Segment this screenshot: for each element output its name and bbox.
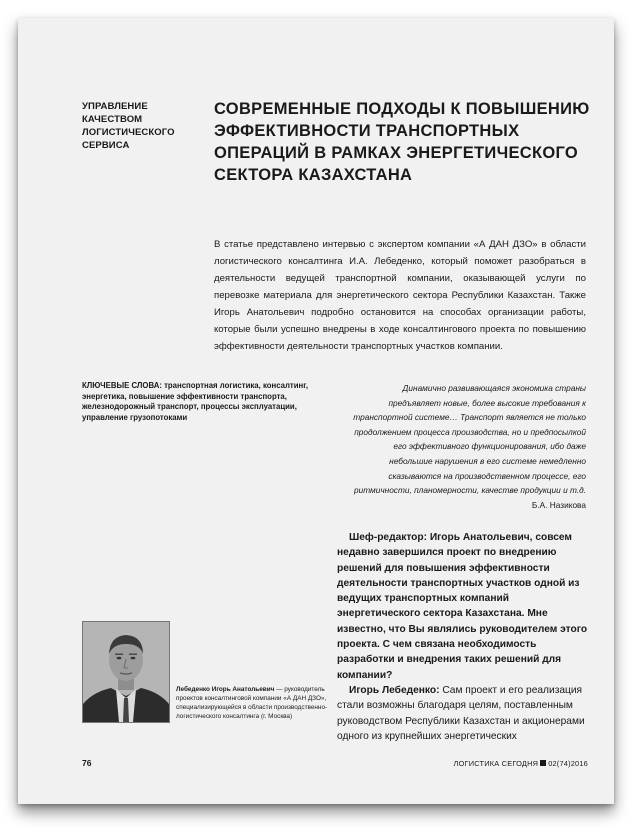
- epigraph-text: Динамично развивающаяся экономика страны предъявляет новые, более высокие требования к транспортной системе… Транспорт является не только продолжением процесса производства, но и предпосылкой его эффективного функционирования, ибо даже небольшие нарушения в его системе немедленно сказываются на производственном процессе, его ритмичности, планомерности, качестве продукции и т.д.: [353, 383, 586, 496]
- article-title: СОВРЕМЕННЫЕ ПОДХОДЫ К ПОВЫШЕНИЮ ЭФФЕКТИВНОСТИ ТРАНСПОРТНЫХ ОПЕРАЦИЙ В РАМКАХ ЭНЕРГЕТИЧЕСКОГО СЕКТОРА КАЗАХСТАНА: [214, 100, 590, 184]
- photo-caption: [176, 685, 328, 721]
- article-abstract: В статье представлено интервью с экспертом компании «А ДАН ДЗО» в области логистического консалтинга И.А. Лебеденко, который поможет разобраться в деятельности ведущей транспортной компании, оказывающей услуги по перевозке материала для энергетического сектора Республики Казахстан. Также Игорь Анатольевич подробно остановится на способах организации работы, которые были успешно внедрены в ходе консалтингового проекта по повышению эффективности деятельности транспортных участков компании.: [214, 239, 586, 352]
- portrait-image: [83, 622, 169, 722]
- answer-text: Сам проект и его реализация стали возможны благодаря целям, поставленным руководством Республики Казахстан и акционерами одного из крупнейших энергетических: [337, 684, 585, 742]
- interview-text: [337, 530, 593, 744]
- journal-issue: 02(74)2016: [548, 759, 588, 768]
- interview-question: Шеф-редактор: Игорь Анатольевич, совсем недавно завершился проект по внедрению решений для повышения эффективности деятельности транспортных участков одной из ведущих транспортных компаний энергетического сектора Казахстана. Мне известно, что Вы являлись руководителем этого проекта. С чем связана необходимость разработки и внедрения таких решений для компании?: [337, 532, 588, 681]
- keywords: [82, 381, 326, 423]
- epigraph-author: Б.А. Назикова: [531, 499, 586, 510]
- caption-text: — руководитель проектов консалтинговой компании «А ДАН ДЗО», специализирующейся в области производственно-логистического консалтинга (г. Москва): [176, 686, 328, 720]
- answer-speaker: Игорь Лебеденко:: [349, 684, 440, 696]
- section-label: УПРАВЛЕНИЕ КАЧЕСТВОМ ЛОГИСТИЧЕСКОГО СЕРВИСА: [82, 101, 175, 151]
- author-photo: [82, 621, 170, 723]
- caption-name: Лебеденко Игорь Анатольевич: [176, 686, 275, 693]
- keywords-text: транспортная логистика, консалтинг, энергетика, повышение эффективности транспорта, железнодорожный транспорт, процессы эксплуатации, управление грузопотоками: [82, 381, 308, 422]
- interview-answer: [337, 683, 593, 744]
- epigraph: [348, 381, 586, 512]
- keywords-label: КЛЮЧЕВЫЕ СЛОВА:: [82, 381, 162, 390]
- square-separator-icon: [540, 760, 546, 766]
- journal-footer: [454, 759, 588, 768]
- page-number: 76: [82, 758, 92, 768]
- journal-name: ЛОГИСТИКА СЕГОДНЯ: [453, 759, 539, 768]
- journal-page: [18, 18, 614, 804]
